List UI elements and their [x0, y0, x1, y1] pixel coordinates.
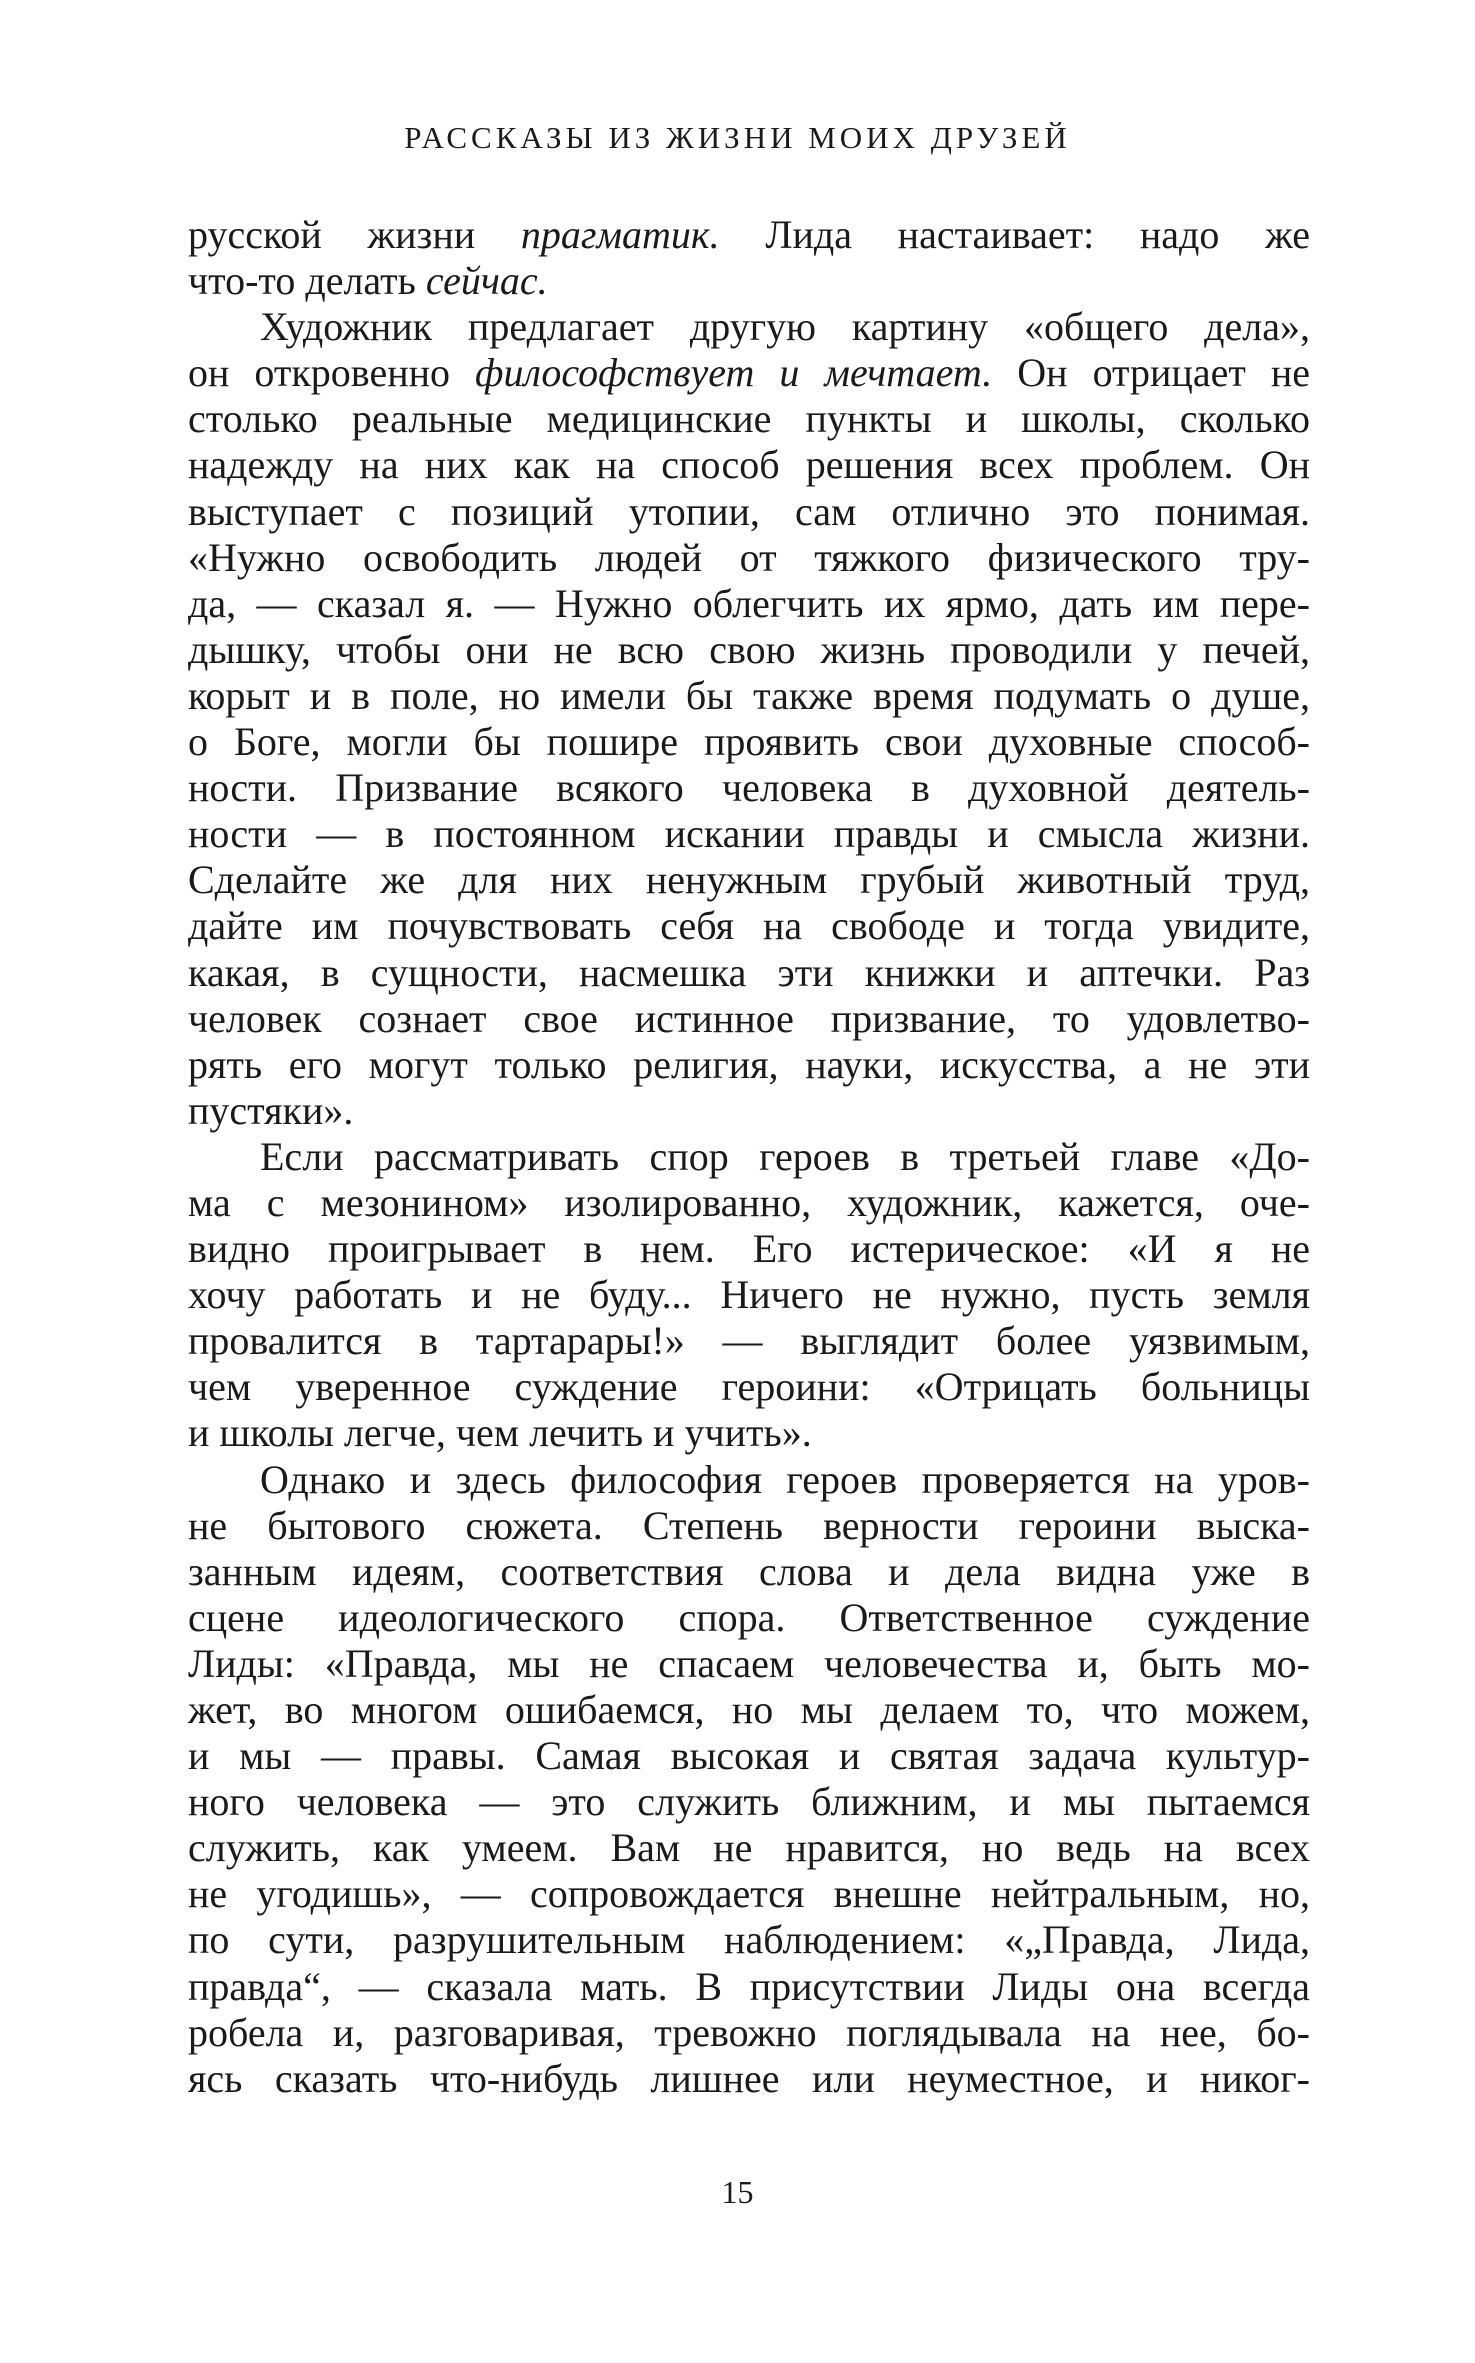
text-segment: русской жизни	[188, 212, 521, 257]
text-line	[188, 811, 1310, 857]
text-segment: Художник предлагает другую картину «общего дела»,	[260, 304, 1310, 350]
text-line	[188, 350, 1310, 396]
italic-text: философствует и мечтает.	[475, 350, 993, 396]
text-line	[188, 1917, 1310, 1963]
text-line	[188, 2056, 1310, 2102]
text-line	[188, 258, 1310, 304]
text-line	[188, 1272, 1310, 1318]
running-head: РАССКАЗЫ ИЗ ЖИЗНИ МОИХ ДРУЗЕЙ	[404, 120, 1071, 155]
text-line	[188, 673, 1310, 719]
text-segment: ности. Призвание всякого человека в духовной деятель-	[188, 765, 1310, 811]
text-line	[188, 1871, 1310, 1917]
text-line	[188, 1318, 1310, 1364]
text-line	[188, 1595, 1310, 1641]
text-segment: ного человека — это служить ближним, и мы пытаемся	[188, 1779, 1310, 1825]
text-segment: человек сознает свое истинное призвание, то удовлетво-	[188, 995, 1310, 1041]
body-text	[188, 212, 1310, 2102]
text-line	[188, 996, 1310, 1042]
text-line	[188, 396, 1310, 442]
text-segment: и школы легче, чем лечить и учить».	[188, 1410, 812, 1456]
text-line	[188, 1042, 1310, 1088]
text-line	[188, 1180, 1310, 1226]
italic-text: сейчас.	[425, 258, 548, 304]
text-segment: корыт и в поле, но имели бы также время подумать о душе,	[188, 672, 1310, 718]
text-segment: столько реальные медицинские пункты и школы, сколько	[188, 396, 1310, 442]
text-segment: Лиды: «Правда, мы не спасаем человечества и, быть мо-	[188, 1640, 1310, 1686]
text-line	[188, 1226, 1310, 1272]
text-segment: ности — в постоянном искании правды и смысла жизни.	[188, 811, 1310, 857]
text-segment: не бытового сюжета. Степень верности героини выска-	[188, 1502, 1310, 1548]
text-segment: Лида настаивает: надо же	[719, 212, 1310, 257]
text-line	[188, 1410, 1310, 1456]
page-number: 15	[721, 2174, 754, 2210]
text-line	[188, 1457, 1310, 1503]
text-segment: не угодишь», — сопровождается внешне нейтральным, но,	[188, 1871, 1310, 1917]
text-line	[188, 1825, 1310, 1871]
text-segment: хочу работать и не буду... Ничего не нужно, пусть земля	[188, 1272, 1310, 1318]
text-line	[188, 627, 1310, 673]
text-line	[188, 304, 1310, 350]
text-segment: занным идеям, соответствия слова и дела видна уже в	[188, 1548, 1310, 1594]
italic-text: прагматик.	[520, 212, 720, 257]
text-line	[188, 719, 1310, 765]
text-line	[188, 1733, 1310, 1779]
text-segment: он откровенно	[188, 350, 476, 396]
text-line	[188, 1964, 1310, 2010]
text-segment: какая, в сущности, насмешка эти книжки и аптечки. Раз	[188, 949, 1310, 995]
text-line	[188, 442, 1310, 488]
text-segment: чем уверенное суждение героини: «Отрицать больницы	[188, 1364, 1310, 1410]
text-segment: дышку, чтобы они не всю свою жизнь проводили у печей,	[188, 626, 1310, 672]
text-line	[188, 581, 1310, 627]
text-segment: да, — сказал я. — Нужно облегчить их ярмо, дать им пере-	[188, 580, 1310, 626]
text-line	[188, 1779, 1310, 1825]
text-segment: жет, во многом ошибаемся, но мы делаем то, что можем,	[188, 1687, 1310, 1732]
text-line	[188, 1503, 1310, 1549]
text-line	[188, 765, 1310, 811]
text-line	[188, 1641, 1310, 1687]
text-segment: ясь сказать что-нибудь лишнее или неуместное, и никог-	[188, 2055, 1310, 2101]
text-segment: Однако и здесь философия героев проверяется на уров-	[260, 1456, 1310, 1502]
text-segment: «Нужно освободить людей от тяжкого физического тру-	[188, 534, 1310, 580]
text-line	[188, 1364, 1310, 1410]
text-line	[188, 1687, 1310, 1733]
text-line	[188, 2010, 1310, 2056]
text-line	[188, 212, 1310, 258]
text-segment: служить, как умеем. Вам не нравится, но ведь на всех	[188, 1825, 1310, 1871]
text-segment: правда“, — сказала мать. В присутствии Лиды она всегда	[188, 1963, 1310, 2009]
text-segment: и мы — правы. Самая высокая и святая задача культур-	[188, 1733, 1310, 1779]
text-segment: надежду на них как на способ решения всех проблем. Он	[188, 442, 1310, 488]
text-segment: Если рассматривать спор героев в третьей главе «До-	[260, 1133, 1310, 1179]
text-segment: ма с мезонином» изолированно, художник, кажется, оче-	[188, 1179, 1310, 1225]
text-line	[188, 535, 1310, 581]
text-segment: робела и, разговаривая, тревожно поглядывала на нее, бо-	[188, 2009, 1310, 2055]
text-line	[188, 489, 1310, 535]
text-segment: видно проигрывает в нем. Его истерическое: «И я не	[188, 1226, 1310, 1272]
text-line	[188, 903, 1310, 949]
text-segment: сцене идеологического спора. Ответственное суждение	[188, 1594, 1310, 1640]
text-segment: провалится в тартарары!» — выглядит более уязвимым,	[188, 1318, 1310, 1364]
text-segment: Он отрицает не	[992, 350, 1310, 396]
text-segment: дайте им почувствовать себя на свободе и тогда увидите,	[188, 903, 1310, 949]
text-segment: пустяки».	[188, 1087, 354, 1133]
text-segment: о Боге, могли бы пошире проявить свои духовные способ-	[188, 719, 1310, 765]
text-line	[188, 1549, 1310, 1595]
text-segment: рять его могут только религия, науки, искусства, а не эти	[188, 1041, 1310, 1087]
text-line	[188, 857, 1310, 903]
text-line	[188, 950, 1310, 996]
text-segment: выступает с позиций утопии, сам отлично это понимая.	[188, 488, 1310, 534]
text-line	[188, 1088, 1310, 1134]
text-segment: что-то делать	[188, 258, 426, 304]
text-segment: по сути, разрушительным наблюдением: «„Правда, Лида,	[188, 1917, 1310, 1963]
text-segment: Сделайте же для них ненужным грубый животный труд,	[188, 857, 1310, 903]
text-line	[188, 1134, 1310, 1180]
